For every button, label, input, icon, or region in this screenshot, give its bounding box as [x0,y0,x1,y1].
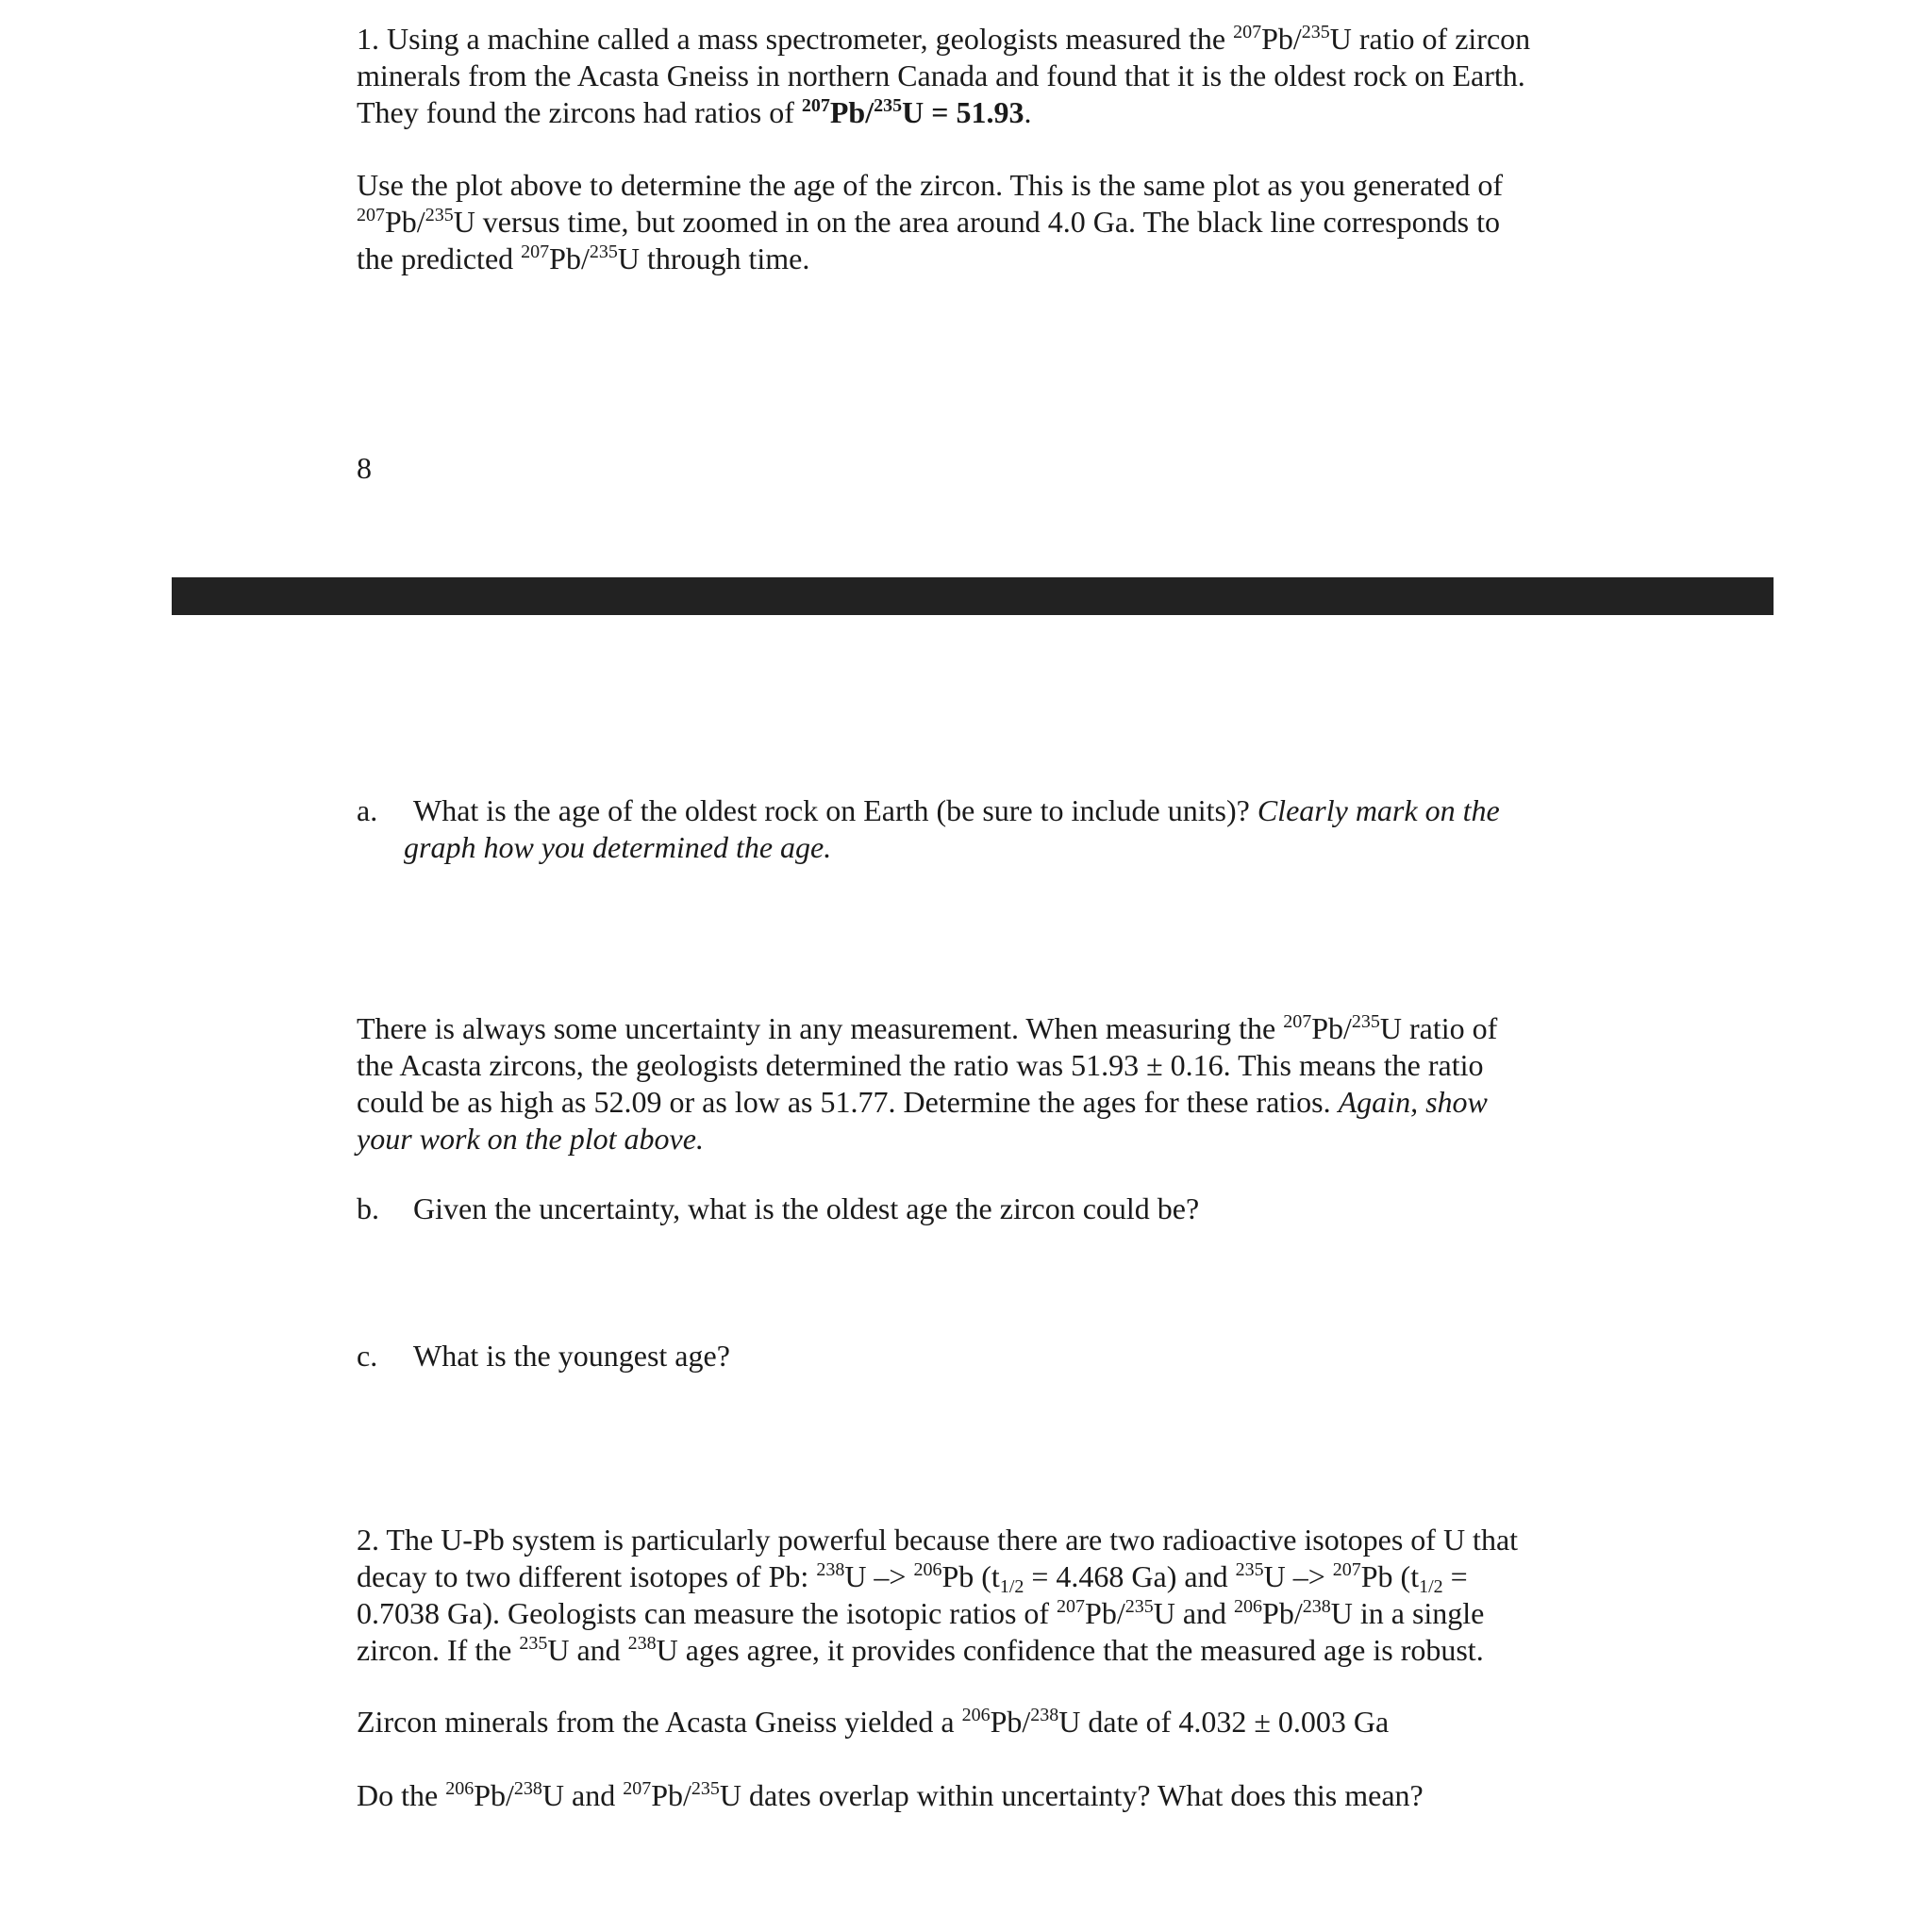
question-b-text: Given the uncertainty, what is the oldest age the zircon could be? [413,1191,1200,1225]
zircon-date [357,1704,1602,1740]
q2-line-2: decay to two different isotopes of Pb: $^{238}$U –> $^{206}$Pb ($t_{1/2} = 4.468$ Ga) and $^{235}$U –> $^{207}$Pb ($t_{1/2}$ = [357,1559,1468,1597]
question-a-letter: a. [357,793,378,827]
question-c-text: What is the youngest age? [413,1339,730,1373]
overlap-question [357,1777,1602,1814]
question-c [357,1338,1602,1374]
uncertainty-line-3: could be as high as 52.09 or as low as 51.77. Determine the ages for these ratios. Again, show [357,1085,1488,1119]
uncertainty-line-1: There is always some uncertainty in any measurement. When measuring the $^{207}$Pb/$^{235}$U ratio of [357,1011,1498,1045]
uncertainty-line-4: your work on the plot above. [357,1122,704,1156]
question-c-letter: c. [357,1339,378,1373]
q2-line-4: zircon. If the $^{235}$U and $^{238}$U ages agree, it provides confidence that the measured age is robust. [357,1633,1484,1667]
q2-line-3: 0.7038 Ga). Geologists can measure the isotopic ratios of $^{207}$Pb/$^{235}$U and $^{206}$Pb/$^{238}$U in a single [357,1596,1485,1630]
redaction-bar [172,577,1774,615]
question-a-line-2: graph how you determined the age. [404,830,832,864]
q1-line-1: 1. Using a machine called a mass spectrometer, geologists measured the $^{207}$Pb/$^{235}$U ratio of zircon [357,22,1531,56]
question-a-line-1: What is the age of the oldest rock on Earth (be sure to include units)? Clearly mark on the [413,793,1500,827]
page-number: 8 [357,451,372,485]
question-b [357,1191,1602,1227]
plot-instructions-line-1: Use the plot above to determine the age of the zircon. This is the same plot as you generated of [357,168,1504,202]
question-2 [357,1522,1602,1669]
plot-instructions-line-3: the predicted $^{207}$Pb/$^{235}$U through time. [357,242,810,275]
question-1-intro [357,21,1602,131]
q1-line-3: They found the zircons had ratios of $^{207}$Pb/$^{235}$U = 51.93. [357,95,1032,129]
uncertainty-line-2: the Acasta zircons, the geologists determined the ratio was 51.93 ± 0.16. This means the ratio [357,1048,1484,1082]
plot-instructions-line-2: $^{207}$Pb/$^{235}$U versus time, but zoomed in on the area around 4.0 Ga. The black line corresponds to [357,205,1501,239]
q2-line-1: 2. The U-Pb system is particularly powerful because there are two radioactive isotopes of U that [357,1523,1519,1557]
q1-line-2: minerals from the Acasta Gneiss in northern Canada and found that it is the oldest rock on Earth. [357,58,1525,92]
question-b-letter: b. [357,1191,379,1225]
question-a [357,792,1602,866]
overlap-question-line: Do the $^{206}$Pb/$^{238}$U and $^{207}$Pb/$^{235}$U dates overlap within uncertainty? What does this mean? [357,1778,1424,1812]
plot-instructions [357,167,1602,277]
uncertainty-paragraph [357,1010,1602,1158]
zircon-date-line: Zircon minerals from the Acasta Gneiss yielded a $^{206}$Pb/$^{238}$U date of 4.032 ± 0.003 Ga [357,1705,1390,1739]
